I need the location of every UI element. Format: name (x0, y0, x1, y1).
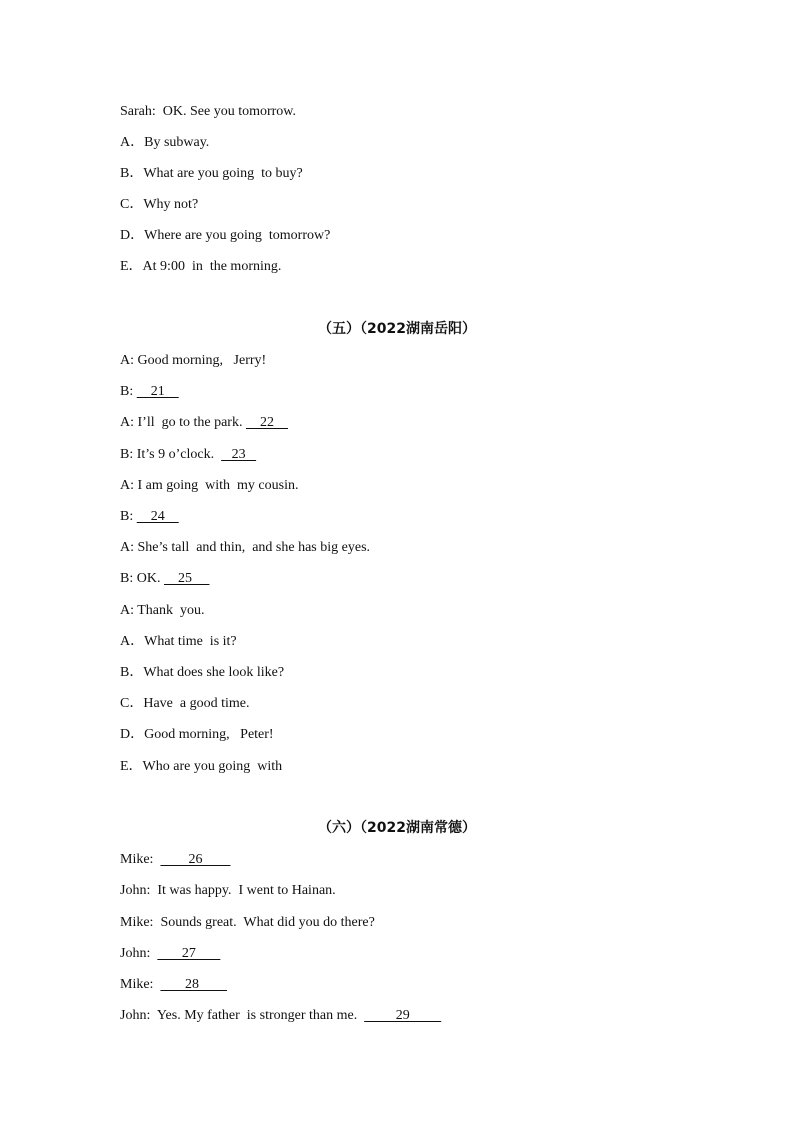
dialogue-text: B: It’s 9 o’clock. (120, 447, 222, 462)
answer-blank[interactable]: 25 (163, 571, 210, 586)
dialogue-line (120, 945, 220, 963)
option-d: D．Where are you going tomorrow? (120, 228, 331, 243)
dialogue-text: A: She’s tall and thin, and she has big eyes. (120, 540, 371, 555)
dialogue-text: Mike: (120, 977, 161, 992)
answer-blank[interactable]: 27 (157, 946, 221, 961)
dialogue-text: A: I’ll go to the park. (120, 415, 246, 430)
option-a: A．What time is it? (120, 634, 237, 649)
dialogue-line (120, 602, 205, 620)
option-e: E．Who are you going with (120, 759, 283, 774)
section-heading: （六）（2022湖南常德） (318, 820, 476, 836)
dialogue-line: Sarah: OK. See you tomorrow. (120, 104, 297, 119)
answer-blank[interactable]: 26 (160, 852, 231, 867)
answer-blank[interactable]: 28 (160, 977, 227, 992)
option-a: A．By subway. (120, 135, 210, 150)
dialogue-text: B: OK. (120, 571, 164, 586)
dialogue-text: John: (120, 946, 158, 961)
dialogue-text: A: I am going with my cousin. (120, 478, 299, 493)
option-d: D．Good morning, Peter! (120, 727, 274, 742)
dialogue-line (120, 508, 179, 526)
dialogue-line (120, 477, 299, 495)
answer-blank[interactable]: 21 (136, 384, 179, 399)
option-b: B．What are you going to buy? (120, 166, 303, 181)
dialogue-text: Mike: (120, 852, 161, 867)
dialogue-line (120, 882, 336, 900)
dialogue-line (120, 352, 266, 370)
dialogue-line (120, 851, 230, 869)
dialogue-text: A: Good morning, Jerry! (120, 353, 267, 368)
answer-blank[interactable]: 22 (245, 415, 288, 430)
answer-blank[interactable]: 29 (364, 1008, 442, 1023)
dialogue-text: B: (120, 384, 137, 399)
dialogue-text: Mike: Sounds great. What did you do there? (120, 915, 375, 930)
answer-blank[interactable]: 23 (221, 447, 257, 462)
dialogue-line (120, 976, 227, 994)
dialogue-line (120, 383, 179, 401)
option-c: C．Why not? (120, 197, 199, 212)
dialogue-line (120, 914, 375, 932)
dialogue-text: John: It was happy. I went to Hainan. (120, 883, 336, 898)
dialogue-line (120, 414, 288, 432)
dialogue-line (120, 446, 256, 464)
dialogue-text: A: Thank you. (120, 603, 205, 618)
option-c: C．Have a good time. (120, 696, 250, 711)
dialogue-line (120, 539, 370, 557)
option-b: B．What does she look like? (120, 665, 285, 680)
dialogue-text: John: Yes. My father is stronger than me. (120, 1008, 365, 1023)
option-e: E．At 9:00 in the morning. (120, 259, 282, 274)
dialogue-line (120, 570, 209, 588)
dialogue-text: B: (120, 509, 137, 524)
answer-blank[interactable]: 24 (136, 509, 179, 524)
dialogue-line (120, 1007, 441, 1025)
section-heading: （五）（2022湖南岳阳） (318, 321, 476, 337)
